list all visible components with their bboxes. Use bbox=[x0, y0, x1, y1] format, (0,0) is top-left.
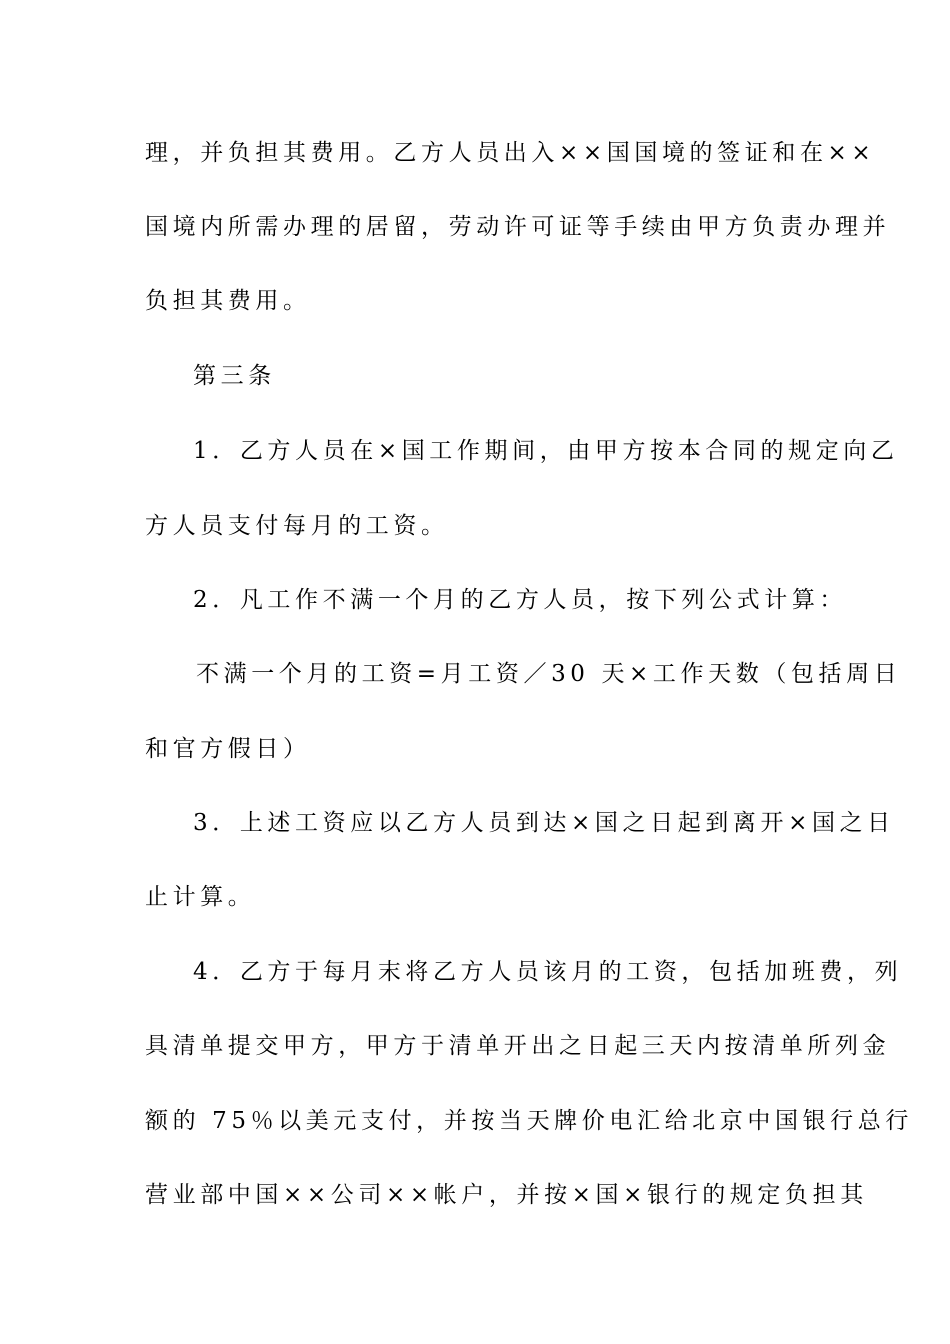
clause-2-text: 2．凡工作不满一个月的乙方人员，按下列公式计算： bbox=[193, 587, 848, 613]
clause-3-text: 3．上述工资应以乙方人员到达×国之日起到离开×国之日 bbox=[193, 810, 895, 836]
text-line: 负担其费用。 bbox=[145, 288, 311, 314]
text-line: 国境内所需办理的居留，劳动许可证等手续由甲方负责办理并 bbox=[145, 214, 891, 240]
article-heading: 第三条 bbox=[193, 363, 276, 389]
text-line: 具清单提交甲方，甲方于清单开出之日起三天内按清单所列金 bbox=[145, 1033, 891, 1059]
clause-1-text: 1．乙方人员在×国工作期间，由甲方按本合同的规定向乙 bbox=[193, 438, 899, 464]
salary-formula: 不满一个月的工资=月工资／30 天×工作天数（包括周日 bbox=[196, 661, 902, 687]
text-line: 和官方假日） bbox=[145, 736, 311, 762]
text-line: 营业部中国××公司××帐户，并按×国×银行的规定负担其 bbox=[145, 1182, 868, 1208]
text-line: 额的 75％以美元支付，并按当天牌价电汇给北京中国银行总行 bbox=[145, 1108, 913, 1134]
clause-4-text: 4．乙方于每月末将乙方人员该月的工资，包括加班费，列 bbox=[193, 959, 903, 985]
text-line: 止计算。 bbox=[145, 884, 256, 910]
text-line: 方人员支付每月的工资。 bbox=[145, 513, 449, 539]
text-line-continuation: 理，并负担其费用。乙方人员出入××国国境的签证和在×× bbox=[145, 140, 876, 166]
